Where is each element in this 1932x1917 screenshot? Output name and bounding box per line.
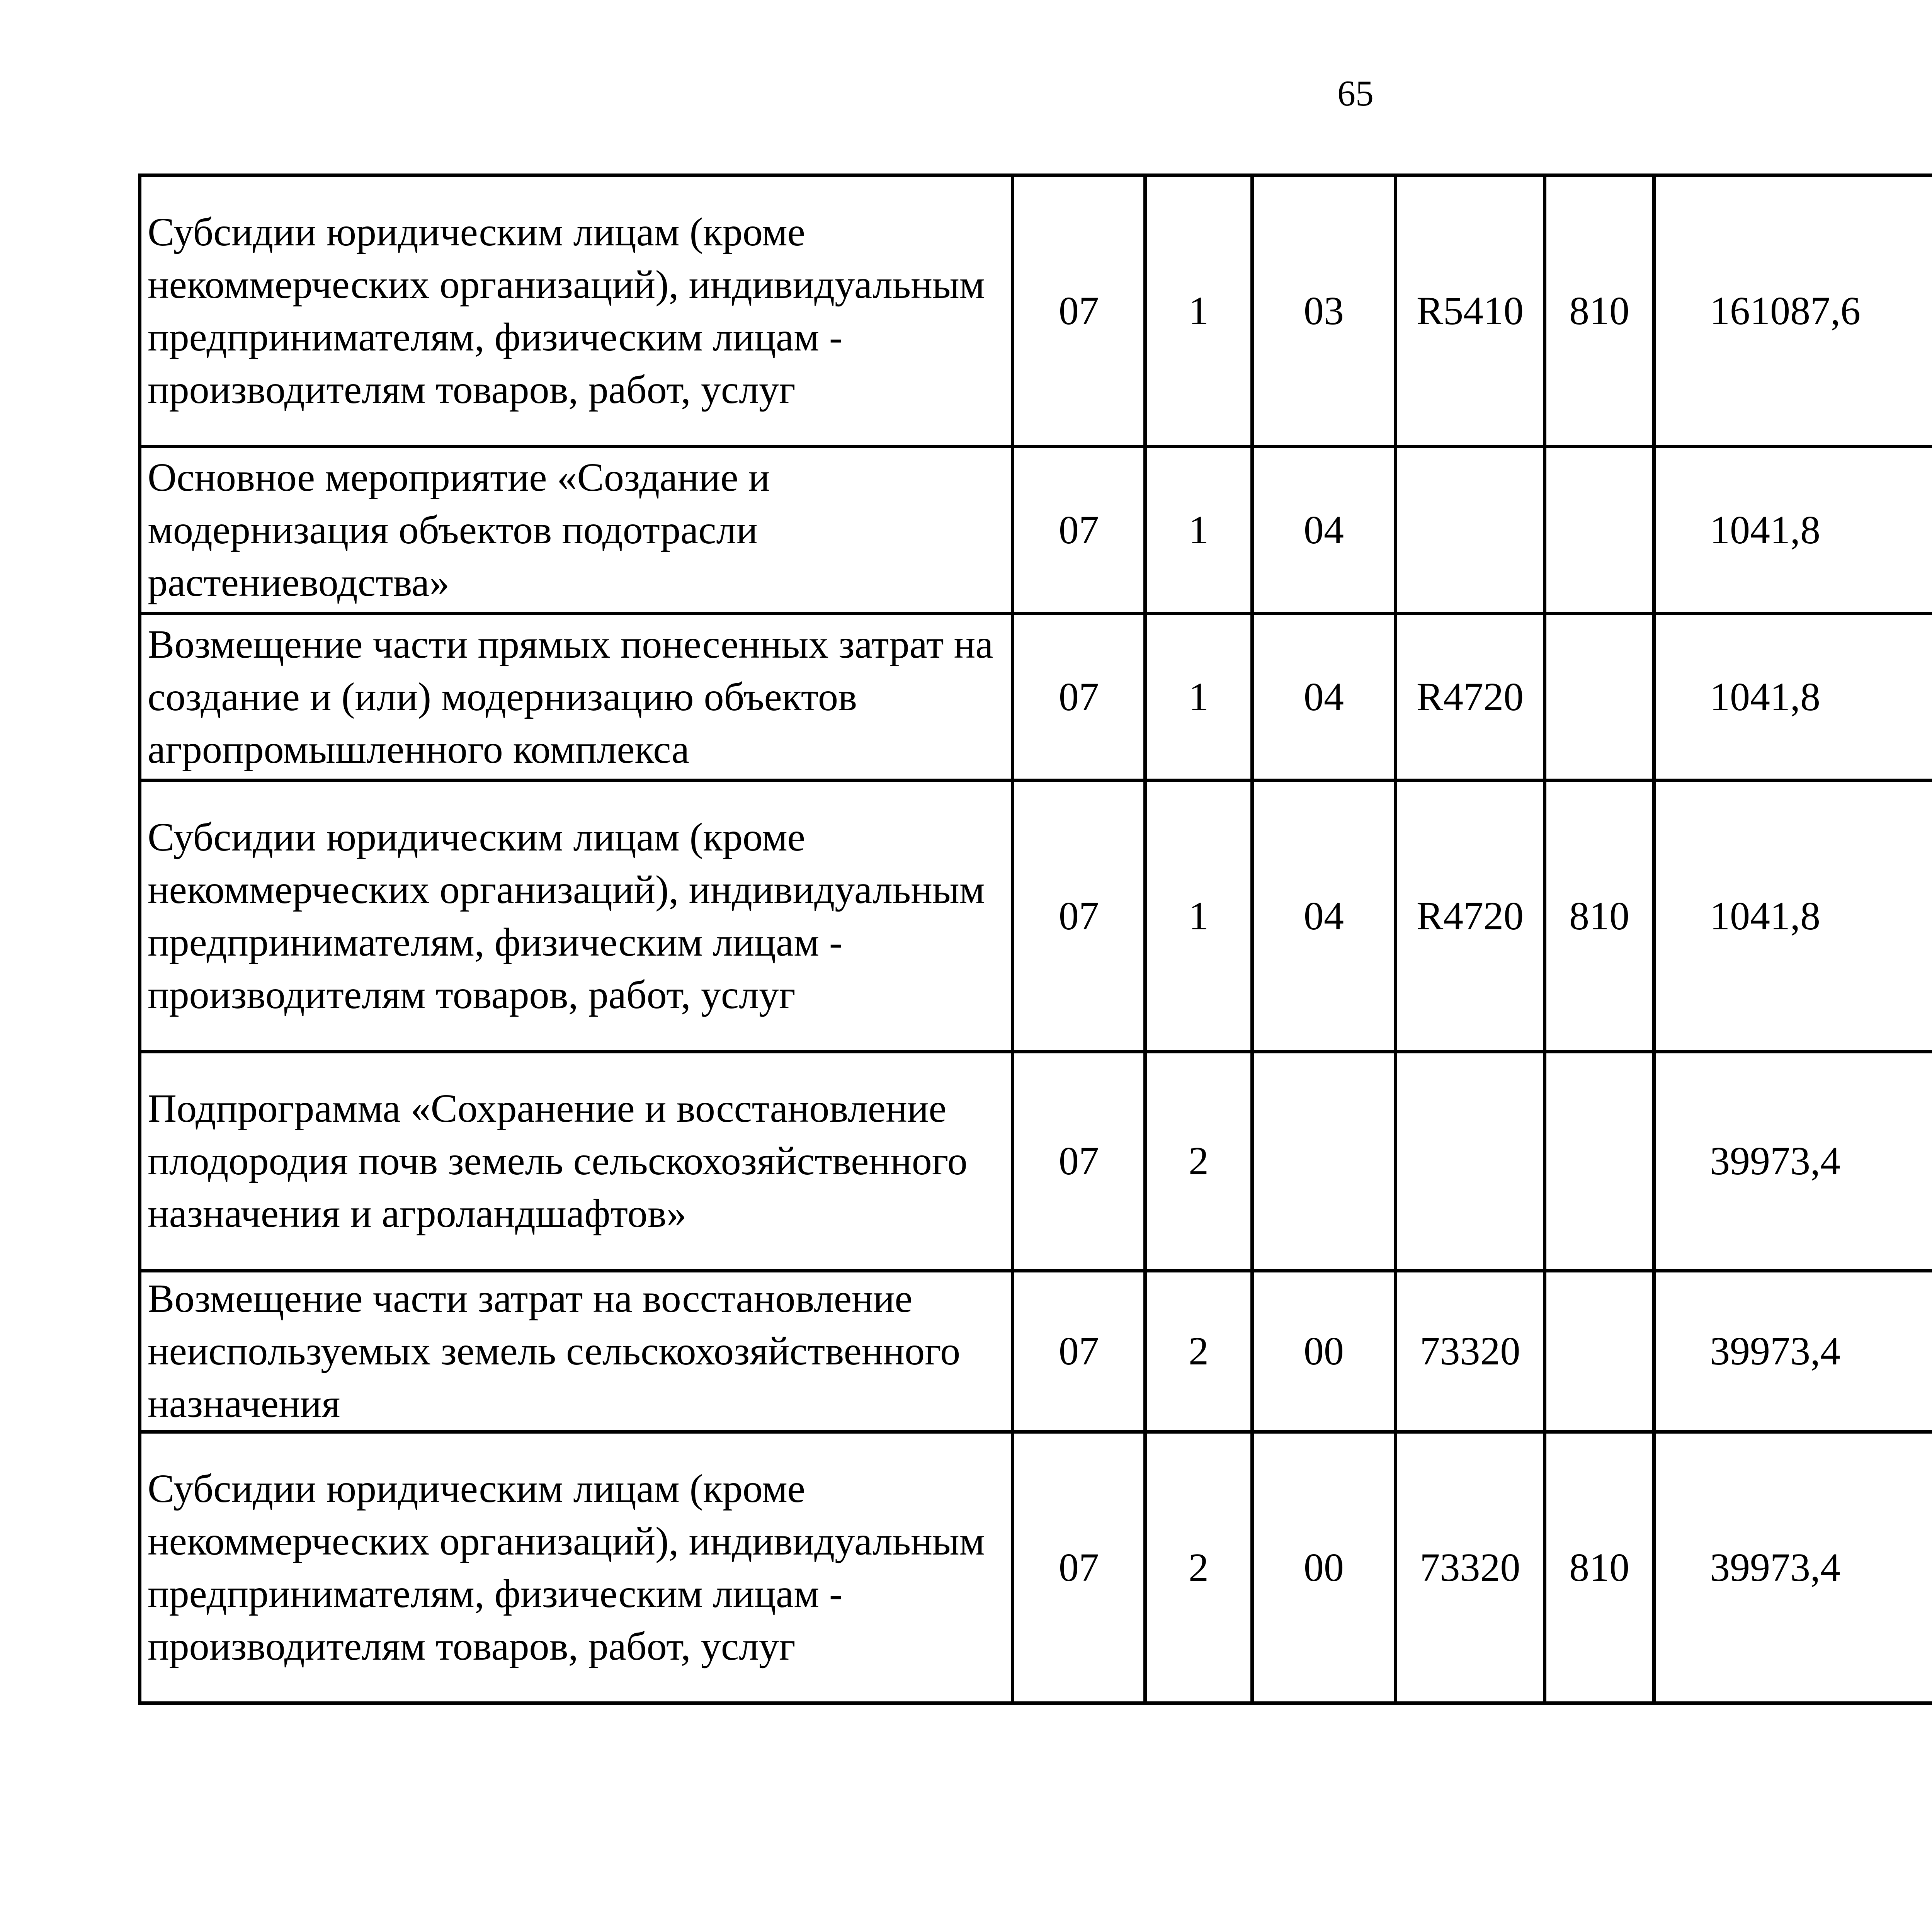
direction-code-cell: R4720 (1396, 781, 1545, 1052)
amount-year-1-cell: 39973,4 (1654, 1271, 1932, 1432)
page-number: 65 (1337, 73, 1374, 114)
gp-code-cell: 07 (1013, 175, 1145, 447)
row-name-cell: Возмещение части затрат на восстановление неиспользуемых земель сельскохозяйственного назначения (140, 1271, 1013, 1432)
om-code-cell: 04 (1252, 447, 1396, 614)
pp-code-cell: 1 (1145, 614, 1252, 781)
row-name-cell: Субсидии юридическим лицам (кроме некоммерческих организаций), индивидуальным предпринимателям, физическим лицам - производителям товаров, работ, услуг (140, 781, 1013, 1052)
direction-code-cell (1396, 447, 1545, 614)
pp-code-cell: 1 (1145, 781, 1252, 1052)
table-row (140, 781, 1932, 1052)
pp-code-cell: 1 (1145, 175, 1252, 447)
amount-year-1-cell: 1041,8 (1654, 447, 1932, 614)
om-code-cell: 04 (1252, 614, 1396, 781)
direction-code-cell (1396, 1052, 1545, 1271)
table-row (140, 614, 1932, 781)
gp-code-cell: 07 (1013, 447, 1145, 614)
row-name-cell: Субсидии юридическим лицам (кроме некоммерческих организаций), индивидуальным предпринимателям, физическим лицам - производителям товаров, работ, услуг (140, 175, 1013, 447)
direction-code-cell: 73320 (1396, 1432, 1545, 1703)
gp-code-cell: 07 (1013, 614, 1145, 781)
amount-year-1-cell: 1041,8 (1654, 781, 1932, 1052)
row-name-cell: Субсидии юридическим лицам (кроме некоммерческих организаций), индивидуальным предпринимателям, физическим лицам - производителям товаров, работ, услуг (140, 1432, 1013, 1703)
gp-code-cell: 07 (1013, 1271, 1145, 1432)
pp-code-cell: 2 (1145, 1052, 1252, 1271)
gp-code-cell: 07 (1013, 1432, 1145, 1703)
row-name-cell: Основное мероприятие «Создание и модернизация объектов подотрасли растениеводства» (140, 447, 1013, 614)
table-row (140, 1432, 1932, 1703)
row-name-cell: Подпрограмма «Сохранение и восстановление плодородия почв земель сельскохозяйственного назначения и агроландшафтов» (140, 1052, 1013, 1271)
table-row (140, 1052, 1932, 1271)
direction-code-cell: R4720 (1396, 614, 1545, 781)
om-code-cell: 04 (1252, 781, 1396, 1052)
budget-table (138, 173, 1932, 1705)
direction-code-cell: R5410 (1396, 175, 1545, 447)
pp-code-cell: 2 (1145, 1271, 1252, 1432)
om-code-cell: 00 (1252, 1271, 1396, 1432)
expense-type-cell: 810 (1545, 175, 1654, 447)
amount-year-1-cell: 39973,4 (1654, 1052, 1932, 1271)
row-name-cell: Возмещение части прямых понесенных затрат на создание и (или) модернизацию объектов агропромышленного комплекса (140, 614, 1013, 781)
expense-type-cell: 810 (1545, 781, 1654, 1052)
amount-year-1-cell: 161087,6 (1654, 175, 1932, 447)
table-row (140, 1271, 1932, 1432)
table-row (140, 175, 1932, 447)
expense-type-cell (1545, 614, 1654, 781)
om-code-cell (1252, 1052, 1396, 1271)
direction-code-cell: 73320 (1396, 1271, 1545, 1432)
amount-year-1-cell: 1041,8 (1654, 614, 1932, 781)
gp-code-cell: 07 (1013, 1052, 1145, 1271)
pp-code-cell: 1 (1145, 447, 1252, 614)
expense-type-cell (1545, 1052, 1654, 1271)
om-code-cell: 00 (1252, 1432, 1396, 1703)
pp-code-cell: 2 (1145, 1432, 1252, 1703)
expense-type-cell (1545, 1271, 1654, 1432)
gp-code-cell: 07 (1013, 781, 1145, 1052)
om-code-cell: 03 (1252, 175, 1396, 447)
expense-type-cell (1545, 447, 1654, 614)
expense-type-cell: 810 (1545, 1432, 1654, 1703)
table-row (140, 447, 1932, 614)
amount-year-1-cell: 39973,4 (1654, 1432, 1932, 1703)
